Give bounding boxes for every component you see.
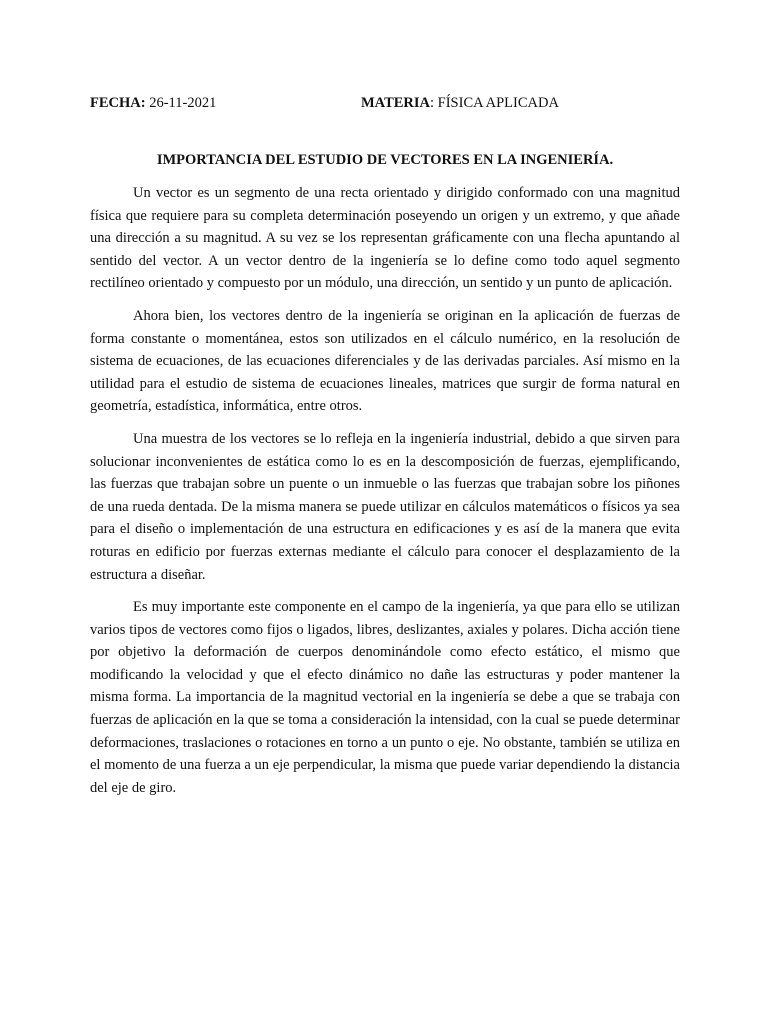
subject-value: : FÍSICA APLICADA: [430, 95, 559, 111]
document-body: [90, 182, 680, 809]
date-value: 26-11-2021: [149, 95, 217, 111]
subject-field: [361, 93, 559, 113]
paragraph: Un vector es un segmento de una recta orientado y dirigido conformado con una magnitud física que requiere para su completa determinación poseyendo un origen y un extremo, y que añade una dirección a su magnitud. A su vez se los representan gráficamente con una flecha apuntando al sentido del vector. A un vector dentro de la ingeniería se lo define como todo aquel segmento rectilíneo orientado y compuesto por un módulo, una dirección, un sentido y un punto de aplicación.: [90, 185, 680, 292]
paragraph: Una muestra de los vectores se lo refleja en la ingeniería industrial, debido a que sirven para solucionar inconvenientes de estática como lo es en la descomposición de fuerzas, ejemplificando, las fuerzas que trabajan sobre un puente o un inmueble o las fuerzas que trabajan sobre los piñones de una rueda dentada. De la misma manera se puede utilizar en cálculos matemáticos o físicos ya sea para el diseño o implementación de una estructura en edificaciones y es así de la manera que evita roturas en edificio por fuerzas externas mediante el cálculo para conocer el desplazamiento de la estructura a diseñar.: [90, 430, 680, 583]
date-label: FECHA:: [90, 95, 146, 111]
document-title: IMPORTANCIA DEL ESTUDIO DE VECTORES EN LA INGENIERÍA.: [156, 152, 614, 168]
paragraph: Es muy importante este componente en el campo de la ingeniería, ya que para ello se utilizan varios tipos de vectores como fijos o ligados, libres, deslizantes, axiales y polares. Dicha acción tiene por objetivo la deformación de cuerpos denominándole como efecto estático, el mismo que modificando la velocidad y que el efecto dinámico no dañe las estructuras y poder mantener la misma forma. La importancia de la magnitud vectorial en la ingeniería se debe a que se trabaja con fuerzas de aplicación en la que se toma a consideración la intensidad, con la cual se puede determinar deformaciones, traslaciones o rotaciones en torno a un punto o eje. No obstante, también se utiliza en el momento de una fuerza a un eje perpendicular, la misma que puede variar dependiendo la distancia del eje de giro.: [90, 599, 680, 796]
paragraph: Ahora bien, los vectores dentro de la ingeniería se originan en la aplicación de fuerzas de forma constante o momentánea, estos son utilizados en el cálculo numérico, en la resolución de sistema de ecuaciones, de las ecuaciones diferenciales y de las derivadas parciales. Así mismo en la utilidad para el estudio de sistema de ecuaciones lineales, matrices que surgir de forma natural en geometría, estadística, informática, entre otros.: [90, 307, 680, 415]
document-header: [90, 93, 690, 113]
date-field: [90, 93, 216, 113]
subject-label: MATERIA: [361, 95, 431, 111]
